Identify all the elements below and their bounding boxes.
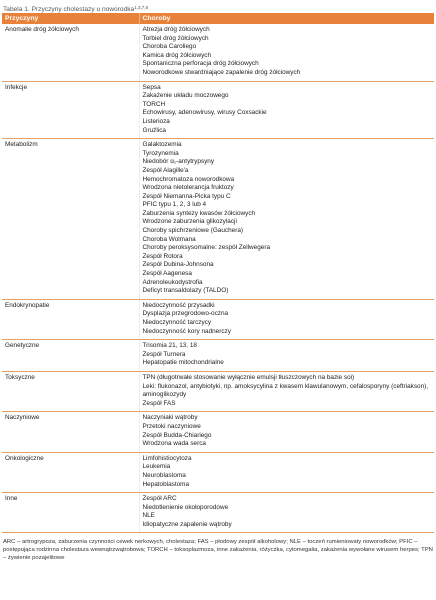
header-causes: Przyczyny <box>2 13 139 24</box>
disease-item: Sepsa <box>142 83 161 91</box>
disease-item: Gruźlica <box>142 126 166 134</box>
disease-item: Przetoki naczyniowe <box>142 422 201 430</box>
disease-item: Dysplazja przegrodowo-oczna <box>142 310 229 318</box>
cause-category: Metabolizm <box>2 139 139 300</box>
disease-item: Niedobór α₁-antytrypsyny <box>142 158 215 166</box>
disease-item: Niedoczynność tarczycy <box>142 319 212 326</box>
disease-item: Naczyniaki wątroby <box>142 414 198 422</box>
disease-item: Neuroblastoma <box>142 471 186 479</box>
disease-list <box>139 493 434 533</box>
header-diseases: Choroby <box>139 13 434 24</box>
disease-item: Hepatopatie mitochondrialne <box>142 359 224 367</box>
disease-item: Zespół Budda-Chiariego <box>142 431 212 439</box>
disease-item: TPN (długotrwałe stosowanie wyłącznie emulsji tłuszczowych na bazie soi) <box>142 373 355 381</box>
disease-item: Adrenoleukodystrofia <box>142 278 203 286</box>
cause-category: Anomalie dróg żółciowych <box>2 24 139 81</box>
table-row <box>2 340 434 372</box>
disease-item: Zespół Niemanna-Picka typu C <box>142 192 231 200</box>
table-row <box>2 81 434 139</box>
table-row <box>2 452 434 492</box>
table-row <box>2 299 434 339</box>
disease-item: Zespół Rotora <box>142 252 183 260</box>
disease-item: Zespół Turnera <box>142 350 186 358</box>
caption-references: 1,3,7,8 <box>134 5 148 10</box>
disease-item: Wrodzona wada serca <box>142 440 206 448</box>
table-body <box>2 24 434 533</box>
disease-item: Tyrozynemia <box>142 149 179 157</box>
disease-item: Leki: flukonazol, antybiotyki, np. amoksycylina z kwasem klawulanowym, cefalosporyny (ceftriakson), aminoglikozydy <box>142 382 429 399</box>
disease-item: Noworodkowe stwardniające zapalenie dróg żółciowych <box>142 68 301 76</box>
table-row <box>2 371 434 411</box>
disease-item: Niedoczynność kory nadnerczy <box>142 327 231 335</box>
caption-text: Tabela 1. Przyczyny cholestazy u noworodka <box>3 6 135 13</box>
disease-item: Trisomia 21, 13, 18 <box>142 342 197 350</box>
disease-item: Zaburzenia syntezy kwasów żółciowych <box>142 209 256 217</box>
disease-list <box>139 452 434 492</box>
disease-item: Leukemia <box>142 463 171 471</box>
disease-item: Listerioza <box>142 117 170 125</box>
disease-item: Wrodzona nietolerancja fruktozy <box>142 184 234 192</box>
disease-list <box>139 299 434 339</box>
disease-item: Niedoczynność przysadki <box>142 301 215 309</box>
cause-category: Inne <box>2 493 139 533</box>
disease-list <box>139 371 434 411</box>
disease-item: Zespół Dubina-Johnsona <box>142 261 214 269</box>
cause-category: Naczyniowe <box>2 412 139 452</box>
table-row <box>2 139 434 300</box>
disease-item: Zespół ARC <box>142 495 177 503</box>
cause-category: Infekcje <box>2 81 139 139</box>
disease-list <box>139 81 434 139</box>
disease-item: Zespół Aagenesa <box>142 270 192 278</box>
disease-item: Choroba Caroliego <box>142 43 197 51</box>
disease-item: Limfohistiocytoza <box>142 454 192 462</box>
disease-item: Echowirusy, adenowirusy, wirusy Coxsackie <box>142 109 267 117</box>
disease-item: Galaktozemia <box>142 141 182 149</box>
table-footnote: ARC – artrogrypoza, zaburzenia czynności cewek nerkowych, cholestaza; FAS – płodowy zespół alkoholowy; NLE – toczeń rumieniowaty noworodków; PFIC – postępująca rodzinna cholestaza wewnątrzwątrobowa; TORCH – toksoplazmoza, inne zakażenia, różyczka, cytomegalia, zakażenia wywołane wirusem herpes; TPN – żywienie pozajelitowe <box>3 539 433 562</box>
cause-category: Onkologiczne <box>2 452 139 492</box>
disease-item: Choroby peroksysomalne: zespół Zellwegera <box>142 244 271 252</box>
table-row <box>2 493 434 533</box>
disease-item: Hepatoblastoma <box>142 480 190 488</box>
cause-category: Genetyczne <box>2 340 139 372</box>
cause-category: Endokrynopatie <box>2 299 139 339</box>
disease-item: Niedotlenienie okołoporodowe <box>142 503 229 511</box>
disease-item: NLE <box>142 512 155 520</box>
disease-item: Atrezja dróg żółciowych <box>142 26 210 33</box>
disease-list <box>139 139 434 300</box>
cause-category: Toksyczne <box>2 371 139 411</box>
disease-item: Spontaniczna perforacja dróg żółciowych <box>142 60 259 68</box>
disease-item: Zespół FAS <box>142 399 176 407</box>
disease-item: Choroby spichrzeniowe (Gauchera) <box>142 227 244 235</box>
disease-list <box>139 412 434 452</box>
causes-table <box>2 13 434 533</box>
disease-item: Torbiel dróg żółciowych <box>142 34 209 42</box>
disease-item: Wrodzone zaburzenia glikozylacji <box>142 218 237 226</box>
disease-item: Kamica dróg żółciowych <box>142 51 212 59</box>
disease-item: Hemochromatoza noworodkowa <box>142 175 235 183</box>
disease-item: Choroba Wolmana <box>142 235 196 243</box>
disease-item: TORCH <box>142 100 166 108</box>
table-row <box>2 24 434 81</box>
disease-item: Idiopatyczne zapalenie wątroby <box>142 520 232 528</box>
disease-list <box>139 24 434 81</box>
disease-item: Zakażenie układu moczowego <box>142 92 229 100</box>
disease-item: PFIC typu 1, 2, 3 lub 4 <box>142 201 207 209</box>
table-row <box>2 412 434 452</box>
disease-item: Zespół Alagille'a <box>142 166 189 174</box>
table-caption <box>2 3 434 13</box>
disease-list <box>139 340 434 372</box>
disease-item: Deficyt transaldolazy (TALDO) <box>142 287 229 295</box>
table-header-row <box>2 13 434 24</box>
